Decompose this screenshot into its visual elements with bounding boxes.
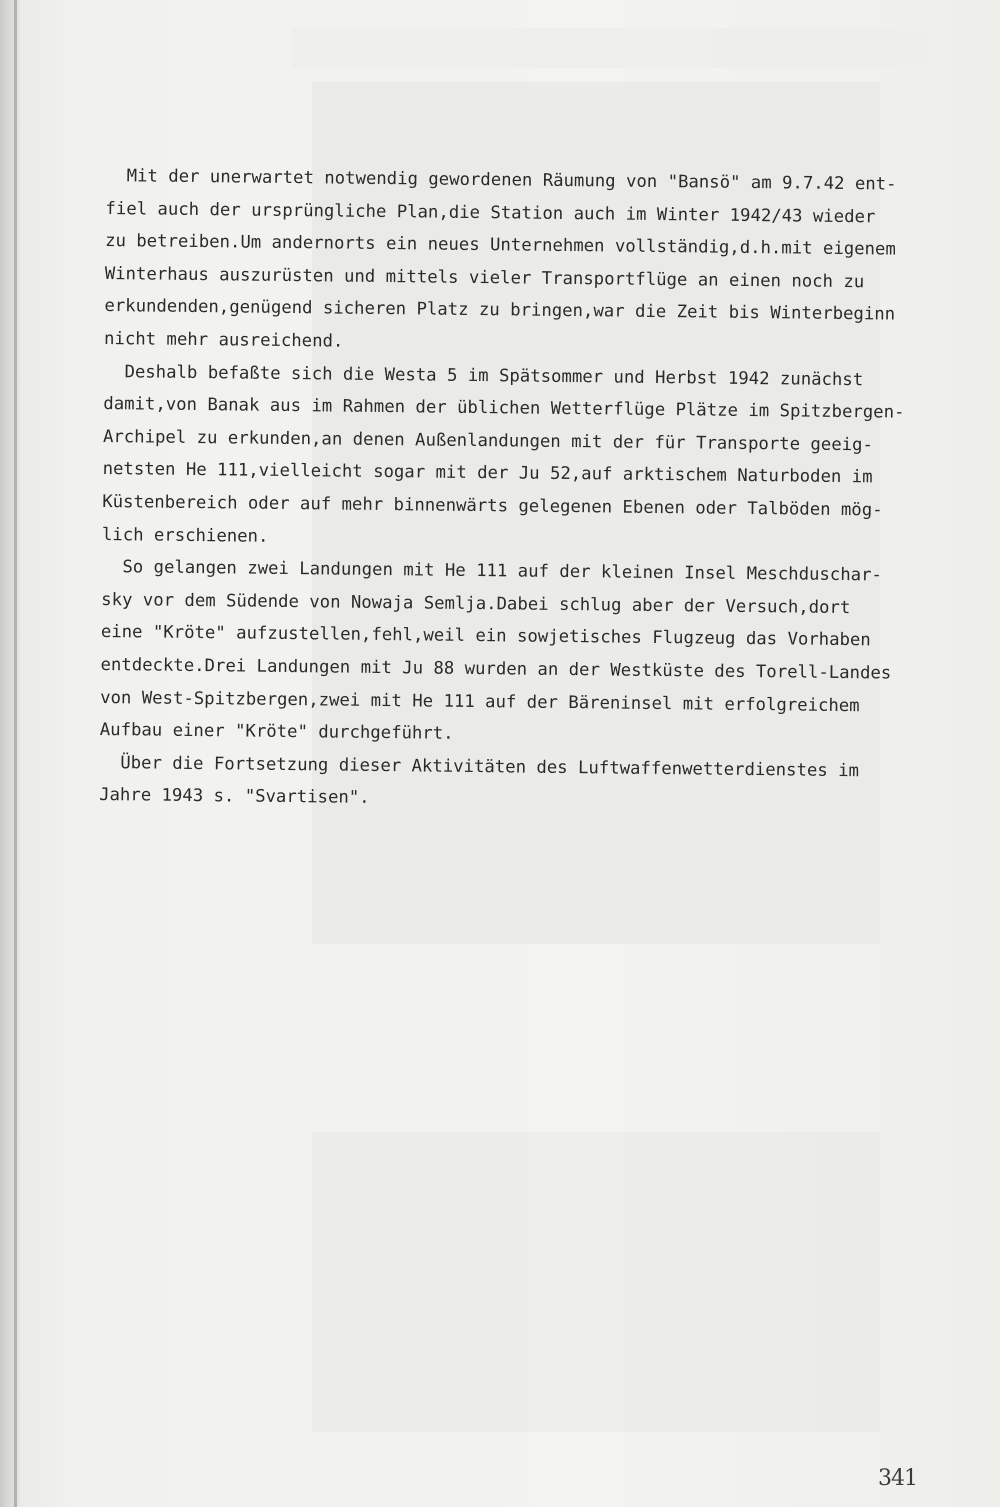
text-line: sky vor dem Südende von Nowaja Semlja.Dabei schlug aber der Versuch,dort bbox=[101, 589, 851, 618]
text-line: Küstenbereich oder auf mehr binnenwärts gelegenen Ebenen oder Talböden mög- bbox=[102, 491, 883, 521]
text-line: eine "Kröte" aufzustellen,fehl,weil ein sowjetisches Flugzeug das Vorhaben bbox=[100, 622, 871, 651]
text-line: Deshalb befaßte sich die Westa 5 im Spätsommer und Herbst 1942 zunächst bbox=[103, 361, 864, 390]
text-line: Aufbau einer "Kröte" durchgeführt. bbox=[99, 720, 454, 744]
binding-line bbox=[14, 0, 17, 1507]
text-line: nicht mehr ausreichend. bbox=[103, 328, 344, 352]
text-line: lich erschienen. bbox=[101, 524, 269, 547]
body-text bbox=[99, 160, 954, 821]
text-line: von West-Spitzbergen,zwei mit He 111 auf der Bäreninsel mit erfolgreichem bbox=[100, 687, 860, 716]
text-line: zu betreiben.Um andernorts ein neues Unternehmen vollständig,d.h.mit eigenem bbox=[105, 231, 896, 260]
text-line: Winterhaus auszurüsten und mittels vieler Transportflüge an einen noch zu bbox=[104, 263, 865, 292]
text-line: Archipel zu erkunden,an denen Außenlandungen mit der für Transporte geeig- bbox=[102, 426, 873, 456]
show-through-header bbox=[292, 28, 932, 68]
show-through-photo-bottom bbox=[312, 1132, 880, 1432]
text-line: Jahre 1943 s. "Svartisen". bbox=[99, 785, 370, 809]
text-line: Mit der unerwartet notwendig gewordenen Räumung von "Bansö" am 9.7.42 ent- bbox=[105, 165, 897, 195]
text-line: Über die Fortsetzung dieser Aktivitäten des Luftwaffenwetterdienstes im bbox=[99, 752, 860, 781]
text-line: So gelangen zwei Landungen mit He 111 auf der kleinen Insel Meschduschar- bbox=[101, 557, 882, 586]
text-line: entdeckte.Drei Landungen mit Ju 88 wurden an der Westküste des Torell-Landes bbox=[100, 654, 892, 684]
text-line: netsten He 111,vielleicht sogar mit der Ju 52,auf arktischem Naturboden im bbox=[102, 459, 873, 488]
text-line: erkundenden,genügend sicheren Platz zu bringen,war die Zeit bis Winterbeginn bbox=[104, 296, 896, 325]
page-number: 341 bbox=[878, 1466, 917, 1491]
binding-edge bbox=[0, 0, 20, 1507]
text-line: fiel auch der ursprüngliche Plan,die Station auch im Winter 1942/43 wieder bbox=[105, 198, 876, 227]
text-line: damit,von Banak aus im Rahmen der üblichen Wetterflüge Plätze im Spitzbergen- bbox=[103, 394, 905, 423]
